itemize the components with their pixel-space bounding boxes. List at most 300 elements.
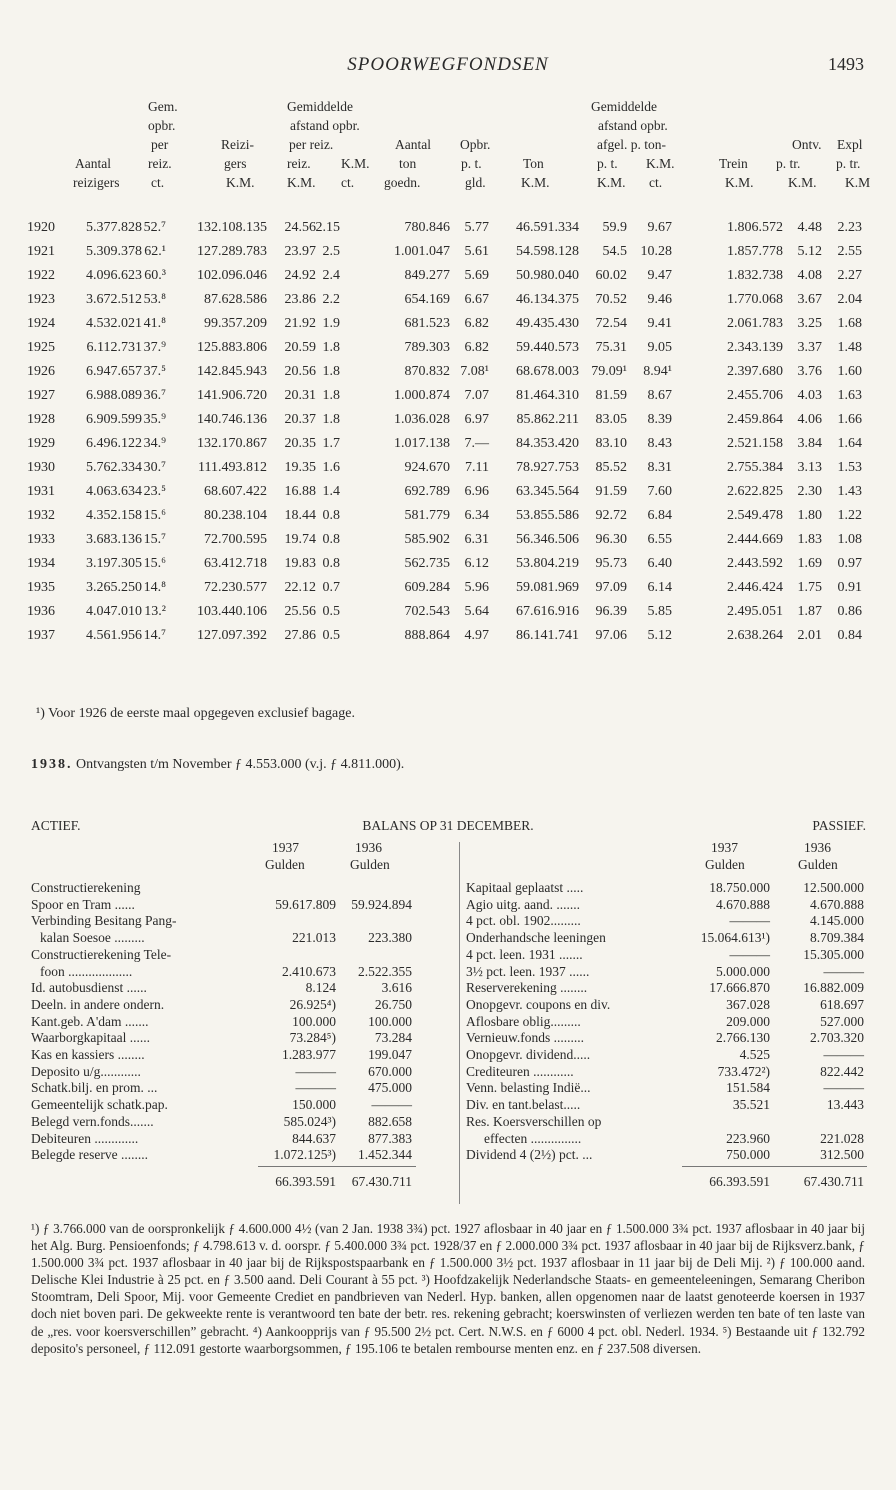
stats-cell: 70.52 [595,292,627,307]
stats-header-label: Aantal [75,156,111,171]
passief-item-1936: 527.000 [820,1013,864,1029]
stats-cell: 75.31 [595,340,627,355]
passief-item-1937: 733.472²) [717,1063,770,1079]
stats-cell: 5.12 [647,628,672,643]
stats-cell: 127.289.783 [197,244,267,259]
stats-cell: 581.779 [404,508,450,523]
stats-cell: 56.346.506 [516,532,579,547]
balance-divider [459,842,460,1204]
actief-item-1937: 150.000 [292,1097,336,1113]
stats-cell: 2.04 [837,292,862,307]
stats-cell: 870.832 [404,364,450,379]
actief-item-label: Id. autobusdienst ...... [31,980,147,996]
stats-header-label: reiz. [148,156,172,171]
stats-header-label: ct. [649,175,663,190]
passief-item-label: Crediteuren ............ [466,1063,574,1079]
stats-cell: 1.770.068 [727,292,783,307]
stats-header-label: goedn. [384,175,421,190]
stats-cell: 15.⁷ [143,532,166,547]
passief-item-1937: 367.028 [726,996,770,1012]
stats-row [0,436,896,458]
stats-cell: 1.857.778 [727,244,783,259]
stats-cell: 4.08 [797,268,822,283]
stats-cell: 1.69 [797,556,822,571]
stats-cell: 10.28 [640,244,672,259]
stats-cell: 8.67 [647,388,672,403]
stats-cell: 99.357.209 [204,316,267,331]
stats-cell: 1.9 [322,316,340,331]
passief-item-1937: 5.000.000 [716,963,770,979]
stats-row [0,604,896,626]
stats-cell: 1.001.047 [394,244,450,259]
actief-item-1937: 1.072.125³) [273,1147,336,1163]
passief-item-1937: 15.064.613¹) [700,930,770,946]
stats-cell: 0.7 [322,580,340,595]
year-1938-note [31,757,404,773]
stats-cell: 8.39 [647,412,672,427]
year-label: 1938. [31,757,73,772]
stats-cell: 0.5 [322,628,340,643]
stats-header-label: Reizi- [221,137,254,152]
passief-item-1936: 16.882.009 [803,980,864,996]
stats-cell: 0.8 [322,532,340,547]
stats-header-label: K.M. [226,175,255,190]
actief-col-1937: 1937 [272,840,299,855]
stats-header-label: K.M. [597,175,626,190]
stats-header-label: Gemiddelde [287,99,353,114]
stats-cell: 1.63 [837,388,862,403]
passief-item-1936: ——— [823,1047,864,1062]
stats-header-label: ct. [341,175,355,190]
passief-item-label: Venn. belasting Indië... [466,1080,591,1096]
stats-cell: 96.30 [595,532,627,547]
stats-cell: 1.017.138 [394,436,450,451]
passief-item-1937: ——— [729,913,770,929]
stats-cell: 1936 [27,604,55,619]
stats-cell: 0.5 [322,604,340,619]
actief-item-1936: 73.284 [374,1030,412,1046]
stats-cell: 6.14 [647,580,672,595]
passief-item-1936: 15.305.000 [803,946,864,962]
stats-header-label: K.M. [646,156,675,171]
stats-cell: 60.³ [144,268,166,283]
stats-cell: 1.8 [322,412,340,427]
stats-cell: 53.855.586 [516,508,579,523]
stats-cell: 1920 [27,220,55,235]
stats-cell: 7.07 [464,388,489,403]
actief-item-1937: 221.013 [292,930,336,946]
stats-cell: 1932 [27,508,55,523]
stats-cell: 6.82 [464,316,489,331]
stats-cell: 132.108.135 [197,220,267,235]
stats-header-label: p. t. [597,156,618,171]
stats-cell: 36.⁷ [143,388,166,403]
stats-row [0,268,896,290]
stats-cell: 24.92 [284,268,316,283]
passief-total-1936: 67.430.711 [803,1173,864,1189]
stats-cell: 52.⁷ [143,220,166,235]
passief-item-1936: ——— [823,963,864,979]
stats-cell: 3.67 [797,292,822,307]
page-title: SPOORWEGFONDSEN [347,54,549,75]
stats-row [0,580,896,602]
stats-row [0,484,896,506]
stats-cell: 96.39 [595,604,627,619]
stats-cell: 9.05 [647,340,672,355]
stats-cell: 5.12 [797,244,822,259]
stats-cell: 127.097.392 [197,628,267,643]
passief-item-1936: 221.028 [820,1130,864,1146]
stats-cell: 59.9 [602,220,627,235]
stats-cell: 72.230.577 [204,580,267,595]
stats-cell: 95.73 [595,556,627,571]
stats-cell: 2.444.669 [727,532,783,547]
stats-cell: 3.37 [797,340,822,355]
stats-cell: 2.755.384 [727,460,783,475]
stats-cell: 1926 [27,364,55,379]
actief-item-1936: 3.616 [381,980,412,996]
stats-cell: 6.55 [647,532,672,547]
actief-item-label: Gemeentelijk schatk.pap. [31,1097,168,1113]
passief-item-1936: 13.443 [826,1097,864,1113]
stats-row [0,556,896,578]
passief-col-1937: 1937 [711,840,738,855]
stats-cell: 59.440.573 [516,340,579,355]
stats-cell: 2.55 [837,244,862,259]
stats-cell: 67.616.916 [516,604,579,619]
stats-cell: 4.06 [797,412,822,427]
stats-cell: 97.06 [595,628,627,643]
stats-cell: 609.284 [404,580,450,595]
stats-header-label: Ton [523,156,544,171]
stats-cell: 9.47 [647,268,672,283]
stats-row [0,508,896,530]
stats-cell: 85.862.211 [516,412,579,427]
passief-item-label: Aflosbare oblig......... [466,1013,581,1029]
stats-header-label: Gem. [148,99,178,114]
stats-header-label: per reiz. [289,137,334,152]
stats-cell: 1.8 [322,340,340,355]
stats-cell: 27.86 [284,628,316,643]
passief-item-label: Res. Koersverschillen op [466,1113,602,1129]
stats-cell: 84.353.420 [516,436,579,451]
stats-cell: 6.112.731 [86,340,142,355]
stats-cell: 1928 [27,412,55,427]
stats-cell: 1.8 [322,388,340,403]
stats-cell: 5.61 [464,244,489,259]
stats-cell: 141.906.720 [197,388,267,403]
stats-cell: 1.08 [837,532,862,547]
passief-col-1936: 1936 [804,840,831,855]
stats-cell: 2.397.680 [727,364,783,379]
stats-header-label: Gemiddelde [591,99,657,114]
page-number: 1493 [828,54,864,74]
actief-item-1936: 877.383 [368,1130,412,1146]
passief-item-1936: 8.709.384 [810,930,864,946]
stats-cell: 63.345.564 [516,484,579,499]
stats-row [0,220,896,242]
stats-cell: 83.05 [595,412,627,427]
stats-cell: 23.97 [284,244,316,259]
actief-item-1937: 1.283.977 [282,1047,336,1062]
stats-cell: 5.377.828 [86,220,142,235]
stats-cell: 79.09¹ [591,364,627,379]
stats-cell: 23.⁵ [143,484,166,499]
stats-cell: 2.549.478 [727,508,783,523]
stats-cell: 2.343.139 [727,340,783,355]
balance-title: BALANS OP 31 DECEMBER. [362,818,534,833]
stats-header-label: K.M. [725,175,754,190]
passief-item-label: 4 pct. leen. 1931 ....... [466,946,583,962]
actief-item-label: Belegd vern.fonds....... [31,1113,154,1129]
stats-row [0,316,896,338]
passief-item-label: Kapitaal geplaatst ..... [466,880,584,895]
stats-cell: 68.678.003 [516,364,579,379]
stats-cell: 81.59 [595,388,627,403]
stats-cell: 2.30 [797,484,822,499]
stats-cell: 16.88 [284,484,316,499]
actief-item-1937: 2.410.673 [282,963,336,979]
page-header [0,54,896,78]
passief-item-label: 3½ pct. leen. 1937 ...... [466,963,590,979]
stats-cell: 132.170.867 [197,436,267,451]
stats-cell: 0.97 [837,556,862,571]
stats-cell: 5.762.334 [86,460,142,475]
stats-cell: 4.047.010 [86,604,142,619]
stats-row [0,292,896,314]
stats-cell: 1.4 [322,484,340,499]
stats-cell: 1.7 [322,436,340,451]
stats-header-label: p. tr. [776,156,801,171]
passief-item-1936: 822.442 [820,1063,864,1079]
stats-cell: 103.440.106 [197,604,267,619]
actief-item-1936: ——— [371,1097,412,1113]
stats-cell: 5.96 [464,580,489,595]
stats-cell: 2.459.864 [727,412,783,427]
stats-cell: 46.591.334 [516,220,579,235]
passief-item-1936: 312.500 [820,1147,864,1163]
actief-item-1937: ——— [295,1063,336,1079]
stats-cell: 1.6 [322,460,340,475]
passief-sum-line [682,1166,867,1167]
stats-cell: 102.096.046 [197,268,267,283]
stats-row [0,244,896,266]
stats-cell: 19.83 [284,556,316,571]
actief-item-1936: 670.000 [368,1063,412,1079]
stats-cell: 5.69 [464,268,489,283]
stats-cell: 54.598.128 [516,244,579,259]
stats-cell: 2.622.825 [727,484,783,499]
stats-cell: 30.⁷ [143,460,166,475]
actief-item-1936: 59.924.894 [351,896,412,912]
stats-cell: 3.683.136 [86,532,142,547]
passief-item-1937: 4.525 [739,1047,770,1062]
stats-cell: 9.67 [647,220,672,235]
stats-cell: 50.980.040 [516,268,579,283]
stats-header-label: K.M. [521,175,550,190]
stats-cell: 9.46 [647,292,672,307]
stats-header-label: Ontv. [792,137,822,152]
stats-cell: 8.43 [647,436,672,451]
actief-item-1936: 100.000 [368,1013,412,1029]
passief-label: PASSIEF. [812,818,866,833]
stats-cell: 0.8 [322,508,340,523]
stats-cell: 3.672.512 [86,292,142,307]
stats-cell: 6.82 [464,340,489,355]
actief-item-label: Spoor en Tram ...... [31,896,135,912]
stats-cell: 0.86 [837,604,862,619]
stats-cell: 20.59 [284,340,316,355]
passief-total-1937: 66.393.591 [709,1173,770,1189]
stats-header-label: K.M. [788,175,817,190]
stats-cell: 2.4 [322,268,340,283]
actief-item-label: Constructierekening Tele- [31,946,172,962]
actief-item-1937: 73.284⁵) [289,1030,336,1046]
stats-cell: 780.846 [404,220,450,235]
stats-cell: 0.8 [322,556,340,571]
passief-item-1937: 18.750.000 [709,880,770,895]
actief-item-1937: 59.617.809 [275,896,336,912]
stats-cell: 4.532.021 [86,316,142,331]
actief-item-label: Belegde reserve ........ [31,1147,148,1163]
stats-cell: 789.303 [404,340,450,355]
stats-cell: 6.96 [464,484,489,499]
stats-header-label: gld. [465,175,486,190]
stats-cell: 8.94¹ [643,364,672,379]
passief-item-label: Agio uitg. aand. ....... [466,896,580,912]
stats-header-label: ct. [151,175,165,190]
stats-header-label: reiz. [287,156,311,171]
stats-row [0,460,896,482]
stats-cell: 6.988.089 [86,388,142,403]
stats-cell: 53.⁸ [143,292,166,307]
stats-cell: 60.02 [595,268,627,283]
stats-cell: 3.25 [797,316,822,331]
passief-item-1936: 2.703.320 [810,1030,864,1046]
stats-cell: 6.97 [464,412,489,427]
stats-row [0,628,896,650]
actief-total-1937: 66.393.591 [275,1173,336,1189]
passief-item-1936: 4.670.888 [810,896,864,912]
actief-item-label: Kant.geb. A'dam ....... [31,1013,149,1029]
stats-cell: 4.561.956 [86,628,142,643]
stats-cell: 1.832.738 [727,268,783,283]
stats-cell: 19.74 [284,532,316,547]
stats-cell: 1.80 [797,508,822,523]
stats-row [0,340,896,362]
actief-unit-1936: Gulden [350,857,390,872]
stats-cell: 23.86 [284,292,316,307]
passief-item-1937: 35.521 [732,1097,770,1113]
stats-cell: 59.081.969 [516,580,579,595]
stats-cell: 692.789 [404,484,450,499]
stats-cell: 1921 [27,244,55,259]
stats-cell: 86.141.741 [516,628,579,643]
stats-cell: 6.31 [464,532,489,547]
stats-cell: 35.⁹ [143,412,166,427]
actief-col-1936: 1936 [355,840,382,855]
stats-cell: 6.947.657 [86,364,142,379]
stats-cell: 34.⁹ [143,436,166,451]
stats-header-label: p. tr. [836,156,861,171]
stats-cell: 7.— [464,436,489,451]
stats-cell: 2.446.424 [727,580,783,595]
stats-header-label: Aantal [395,137,431,152]
stats-cell: 91.59 [595,484,627,499]
passief-item-label: Onopgevr. dividend..... [466,1047,591,1062]
stats-cell: 72.700.595 [204,532,267,547]
stats-cell: 111.493.812 [198,460,267,475]
actief-item-1936: 199.047 [368,1047,412,1062]
stats-cell: 849.277 [404,268,450,283]
stats-cell: 1.48 [837,340,862,355]
stats-header-label: p. t. [461,156,482,171]
stats-cell: 4.48 [797,220,822,235]
stats-cell: 7.11 [465,460,489,475]
stats-header-label: K.M. [287,175,316,190]
stats-cell: 2.01 [797,628,822,643]
stats-cell: 140.746.136 [197,412,267,427]
stats-cell: 1930 [27,460,55,475]
stats-cell: 20.35 [284,436,316,451]
actief-item-1937: 100.000 [292,1013,336,1029]
stats-row [0,412,896,434]
stats-cell: 1.22 [837,508,862,523]
passief-item-1937: ——— [729,946,770,962]
stats-cell: 142.845.943 [197,364,267,379]
stats-header-label: Trein [719,156,748,171]
passief-item-label: Dividend 4 (2½) pct. ... [466,1147,593,1163]
stats-row [0,364,896,386]
stats-cell: 81.464.310 [516,388,579,403]
stats-cell: 3.13 [797,460,822,475]
stats-header-label: gers [224,156,247,171]
actief-unit-1937: Gulden [265,857,305,872]
stats-cell: 5.77 [464,220,489,235]
balance-footnotes: ¹) ƒ 3.766.000 van de oorspronkelijk ƒ 4.600.000 4½ (van 2 Jan. 1938 3¾) pct. 1927 aflosbaar in 40 jaar en ƒ 1.500.000 3¾ pct. 1937 aflosbaar in 40 jaar bij het Alg. Burg. Pensioenfonds; ƒ 4.798.613 v. d. oorspr. ƒ 5.400.000 3¾ pct. 1928/37 en ƒ 2.000.000 3¾ pct. 1937 aflosbaar in 40 jaar bij de Rijksverz.bank, ƒ 1.500.000 3¾ pct. 1937 aflosbaar in 40 jaar bij de Rijkspostspaarbank en ƒ 1.500.000 3½ pct. 1937 aflosbaar in 11 jaar bij de Deli Mij. ²) ƒ 100.000 aand. Delische Klei Industrie à 25 pct. en ƒ 3.500 aand. Deli Courant à 55 pct. ³) Hoofdzakelijk Nederlandsche Staats- en gemeenteleeningen, Semarang Cheribon Stoomtram, Deli Spoor, Mij. voor Gemeente Crediet en pandbrieven van Nederl. Hyp. banken, allen opgenomen naar de laatst genoteerde koersen in 1937 doch niet boven pari. De gekweekte rente is verantwoord ten bate der betr. res. rekening gebracht; koerswinsten of verliezen werden ten bate of ten laste van de „res. voor koersverschillen” gebracht. ⁴) Aankoopprijs van ƒ 95.500 2½ pct. Cert. N.W.S. en ƒ 6000 4 pct. obl. Nederl. 1934. ⁵) Bestaande uit ƒ 132.792 deposito's personeel, ƒ 112.091 gestorte waarborgsommen, ƒ 195.106 te betalen rembourse menten enz. en ƒ 237.508 diversen. [31,1221,865,1356]
year-note-text: Ontvangsten t/m November ƒ 4.553.000 (v.j. ƒ 4.811.000). [76,757,405,772]
stats-cell: 1.64 [837,436,862,451]
stats-footnote: ¹) Voor 1926 de eerste maal opgegeven exclusief bagage. [36,706,355,721]
stats-cell: 2.521.158 [727,436,783,451]
passief-item-1936: 12.500.000 [803,880,864,895]
stats-cell: 4.03 [797,388,822,403]
stats-cell: 1.806.572 [727,220,783,235]
stats-cell: 562.735 [404,556,450,571]
actief-item-label: Deposito u/g............ [31,1063,141,1079]
stats-cell: 125.883.806 [197,340,267,355]
stats-cell: 1927 [27,388,55,403]
actief-item-label: Waarborgkapitaal ...... [31,1030,150,1046]
actief-item-1937: 844.637 [292,1130,336,1146]
stats-cell: 2.27 [837,268,862,283]
actief-item-1937: 8.124 [305,980,336,996]
stats-cell: 4.97 [464,628,489,643]
stats-header-label: K.M [845,175,871,190]
stats-cell: 41.⁸ [143,316,166,331]
stats-cell: 19.35 [284,460,316,475]
stats-row [0,532,896,554]
stats-cell: 21.92 [284,316,316,331]
passief-item-1937: 750.000 [726,1147,770,1163]
stats-cell: 5.309.378 [86,244,142,259]
stats-header-label: afgel. p. ton- [597,137,666,152]
stats-cell: 2.495.051 [727,604,783,619]
stats-cell: 83.10 [595,436,627,451]
stats-header-label: Expl [837,137,863,152]
actief-item-1937: 585.024³) [283,1113,336,1129]
stats-cell: 1934 [27,556,55,571]
